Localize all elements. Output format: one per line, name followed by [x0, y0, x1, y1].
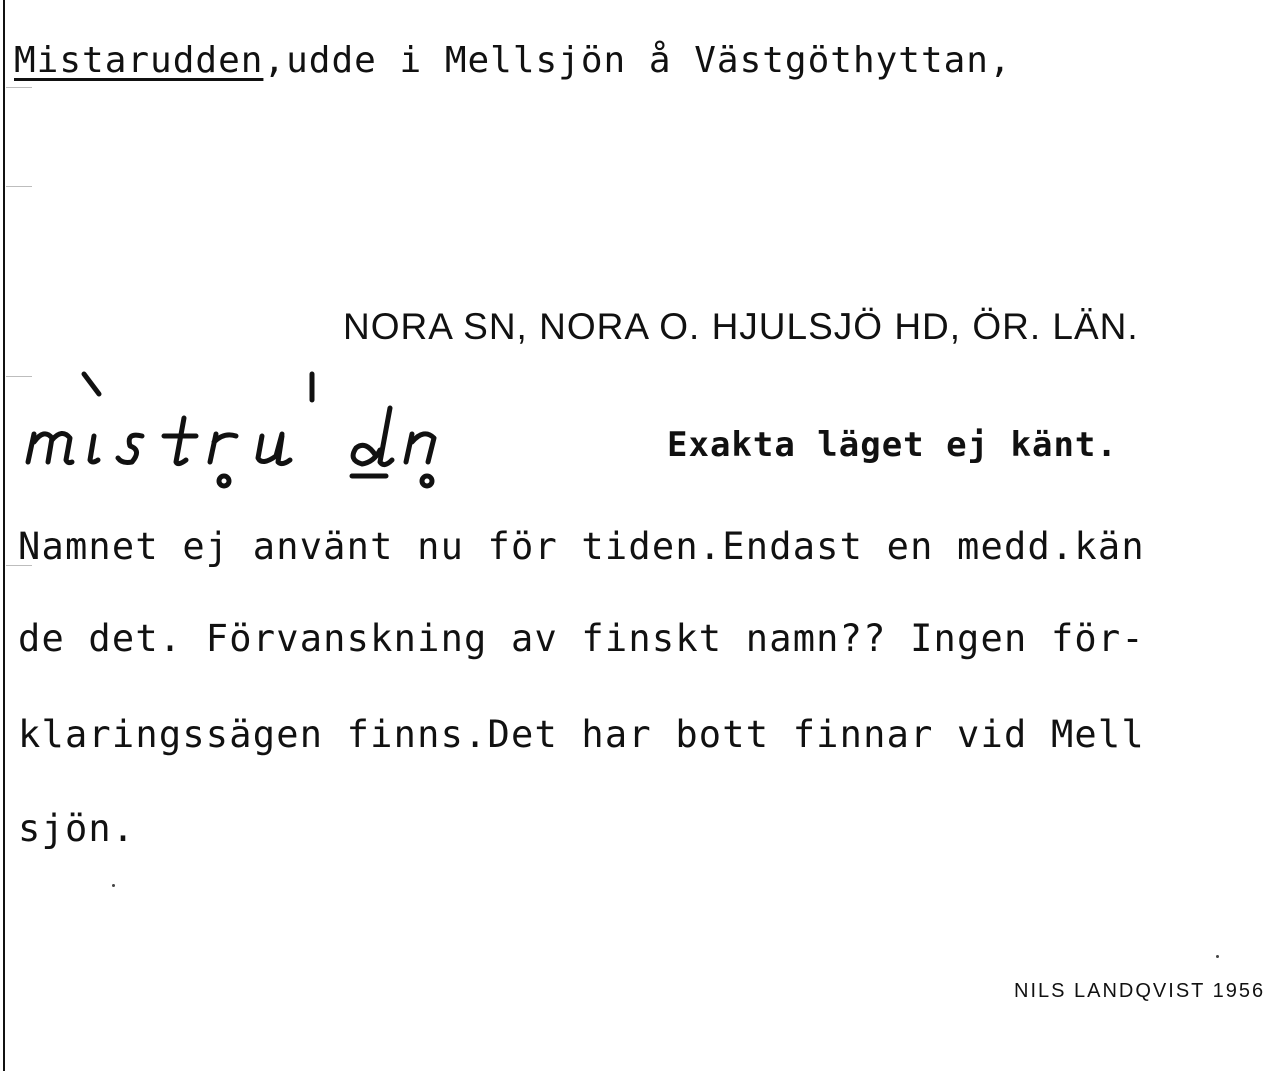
paper-speck	[112, 884, 115, 887]
headword: Mistarudden	[14, 40, 264, 81]
collector-signature: NILS LANDQVIST 1956	[1014, 980, 1266, 1002]
phonetic-transcription	[14, 362, 454, 502]
body-text-line-3: klaringssägen finns.Det har bott finnar vid Mell	[18, 713, 1145, 756]
parish-district-county: NORA SN, NORA O. HJULSJÖ HD, ÖR. LÄN.	[343, 306, 1139, 347]
body-text-line-1: Namnet ej använt nu för tiden.Endast en medd.kän	[18, 525, 1145, 568]
paper-speck	[1216, 955, 1219, 958]
headword-line	[14, 40, 1012, 81]
location-note: Exakta läget ej känt.	[667, 425, 1118, 465]
ruled-line-mark	[6, 186, 32, 187]
body-text-line-4: sjön.	[18, 807, 136, 850]
card-left-border	[3, 0, 5, 1071]
headword-description: ,udde i Mellsjön å Västgöthyttan,	[263, 40, 1012, 81]
ruled-line-mark	[6, 87, 32, 88]
body-text-line-2: de det. Förvanskning av finskt namn?? Ingen för-	[18, 617, 1145, 660]
